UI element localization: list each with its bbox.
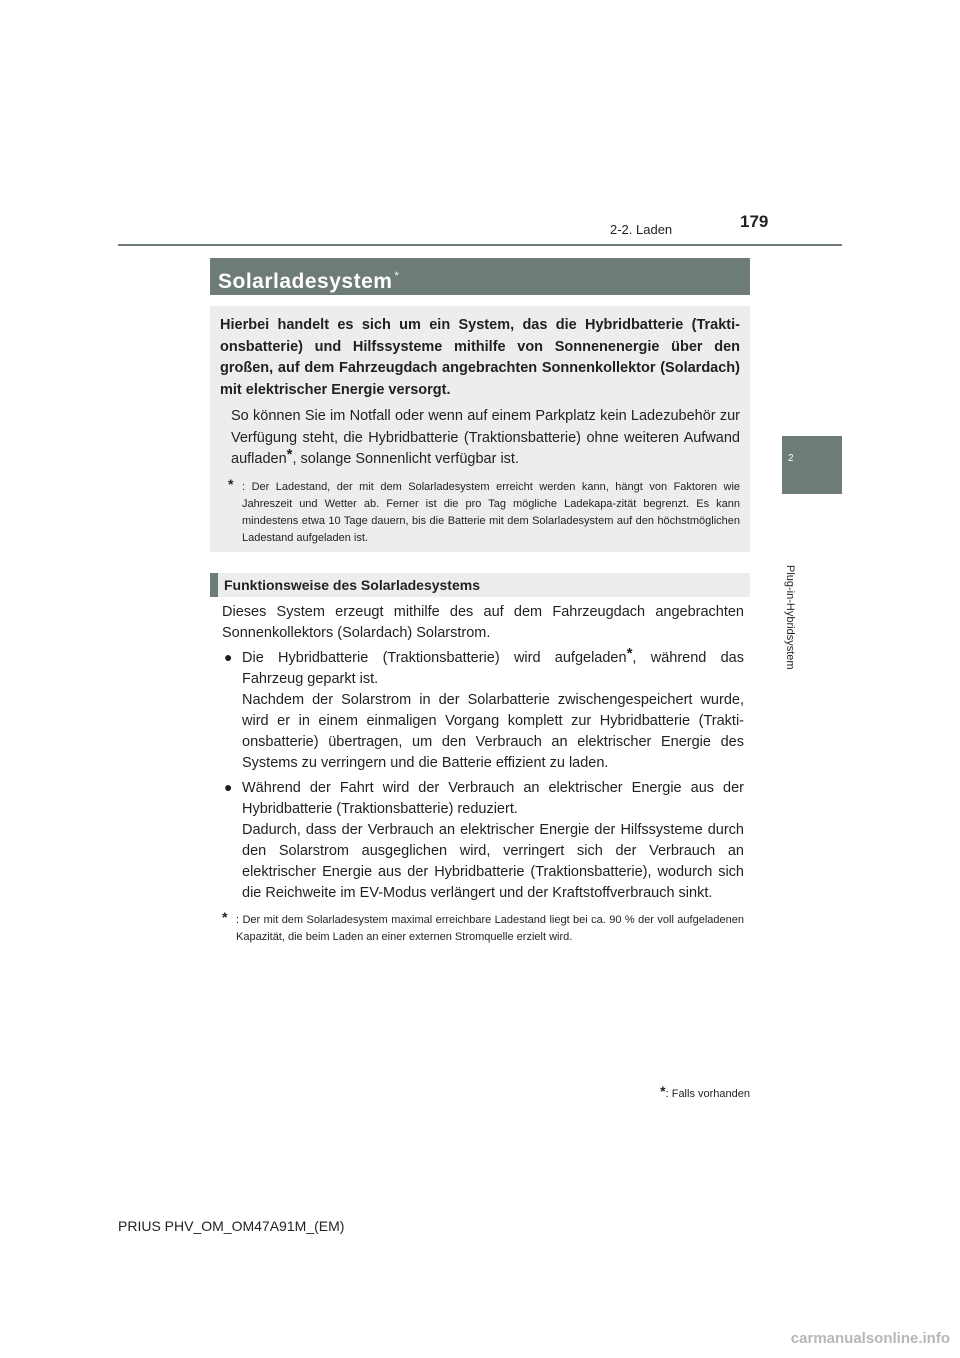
bullet2-detail: Dadurch, dass der Verbrauch an elektrischer Energie der Hilfssysteme durch den Solarstrom ausgeglichen wird, verringert sich der Verbrauch an elektrischer Energie aus der Hybridbatterie (Traktionsbatterie), wodurch sich die Reichweite im EV-Modus verlängert und der Kraftstoffverbrauch sinkt. (242, 822, 744, 901)
availability-asterisk: * (660, 1083, 666, 1099)
bullet2-lead: Während der Fahrt wird der Verbrauch an elektrischer Energie aus der Hybridbatterie (Traktionsbatterie) reduziert. (242, 780, 744, 817)
bullet1-lead-after: , während das Fahrzeug geparkt ist. (242, 650, 744, 687)
list-item (222, 778, 744, 904)
intro-box (210, 306, 750, 552)
bullet1-asterisk: * (626, 645, 633, 662)
intro-text-after: , solange Sonnenlicht verfügbar ist. (292, 451, 519, 467)
availability-text: : Falls vorhanden (665, 1088, 750, 1100)
intro-asterisk: * (286, 446, 293, 463)
intro-footnote (220, 475, 740, 547)
section-heading: Funktionsweise des Solarladesystems (210, 573, 750, 597)
header-rule (118, 244, 842, 246)
bullet1-lead-text: Die Hybridbatterie (Traktionsbatterie) wird aufgeladen (242, 650, 627, 666)
chapter-tab-number: 2 (788, 453, 794, 464)
page-title (210, 258, 750, 295)
section-footnote-text: : Der mit dem Solarladesystem maximal erreichbare Ladestand liegt bei ca. 90 % der voll aufgeladenen Kapazität, die beim Laden an einer externen Stromquelle erzielt wird. (236, 914, 744, 943)
section-label: 2-2. Laden (610, 222, 673, 237)
document-code: PRIUS PHV_OM_OM47A91M_(EM) (118, 1218, 345, 1234)
intro-text-before: So können Sie im Notfall oder wenn auf einem Parkplatz kein Ladezubehör zur Verfügung steht, die Hybridbatterie (Traktionsbatterie) ohne weiteren Aufwand aufladen (231, 408, 740, 467)
bullet1-lead (242, 645, 744, 690)
bullet1-detail: Nachdem der Solarstrom in der Solarbatterie zwischengespeichert wurde, wird er in einem einmaligen Vorgang komplett zur Hybridbatterie (Trakti-onsbatterie) übertragen, um den Verbrauch an elektrischer Energie des Systems zu verringern und die Batterie effizient zu laden. (242, 692, 744, 771)
bullet-icon: ● (224, 649, 233, 665)
bullet-icon: ● (224, 779, 233, 795)
section-intro: Dieses System erzeugt mithilfe des auf dem Fahrzeugdach angebrachten Sonnenkollektors (Solardach) Solarstrom. (222, 604, 744, 641)
chapter-tab (782, 436, 842, 494)
title-asterisk: * (394, 270, 400, 282)
intro-footnote-text: : Der Ladestand, der mit dem Solarladesystem erreicht werden kann, hängt von Faktoren wie Jahreszeit und Wetter ab. Ferner ist die pro Tag mögliche Ladekapa-zität begrenzt. Es kann mindestens etwa 10 Tage dauern, bis die Batterie mit dem Solarladesystem auf den höchstmöglichen Ladestand aufgeladen ist. (242, 480, 740, 544)
section-footnote (222, 909, 744, 946)
page-number: 179 (740, 212, 769, 231)
intro-paragraph (231, 406, 740, 471)
chapter-title: Plug-in-Hybridsystem (784, 565, 796, 670)
availability-note (660, 1083, 750, 1100)
intro-summary: Hierbei handelt es sich um ein System, das die Hybridbatterie (Trakti-onsbatterie) und Hilfssysteme mithilfe von Sonnenenergie über den großen, auf dem Fahrzeugdach angebrachten Sonnenkollektor (Solardach) mit elektrischer Energie versorgt. (220, 317, 740, 398)
intro-footnote-asterisk: * (228, 475, 234, 492)
section-footnote-asterisk: * (222, 909, 228, 925)
section-body (222, 602, 744, 946)
page-title-text: Solarladesystem (218, 270, 393, 293)
watermark: carmanualsonline.info (790, 1330, 950, 1347)
list-item (222, 645, 744, 774)
